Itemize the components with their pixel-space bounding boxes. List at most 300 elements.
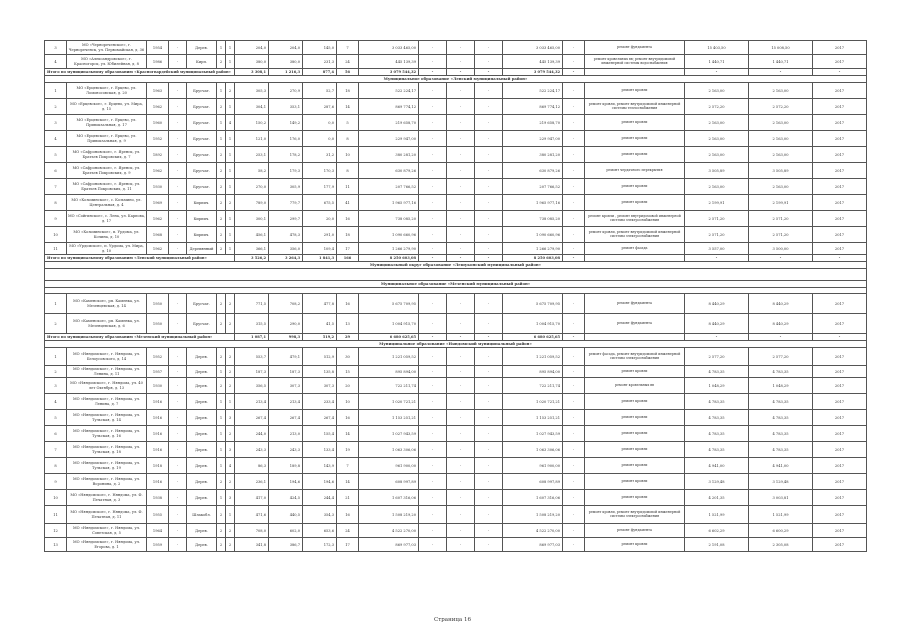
max-unit-cost: 3 505,89 bbox=[749, 163, 813, 179]
repair-type: ремонт кровли , ремонт внутридомовой инженерной системы электроснабжения bbox=[585, 211, 685, 227]
fund-local: - bbox=[475, 524, 503, 538]
total-repair-type bbox=[585, 255, 685, 262]
area-living: 386,7 bbox=[269, 538, 303, 552]
house-address: МО «Александровское», г. Красногорск, ул. Юбилейная, д. 8 bbox=[67, 55, 147, 69]
total-unit-cost: - bbox=[685, 255, 749, 262]
house-address: МО «Козьминское», п. Урдома, ул. Кочина, д. 10 bbox=[67, 227, 147, 243]
max-unit-cost: 2 577,20 bbox=[749, 348, 813, 366]
row-number: 3 bbox=[45, 41, 67, 55]
fund-owners: 522 224,17 bbox=[503, 83, 563, 99]
table-row bbox=[45, 55, 867, 69]
build-year: 1918 bbox=[147, 458, 169, 474]
repair-type: ремонт кровли bbox=[585, 131, 685, 147]
repair-cost: 1 004 915,70 bbox=[359, 314, 419, 334]
fund-regional: - bbox=[447, 41, 475, 55]
fund-other: - bbox=[563, 211, 585, 227]
fund-owners: 738 085,20 bbox=[503, 211, 563, 227]
max-unit-cost: 2 199,91 bbox=[749, 195, 813, 211]
fund-owners: 895 894,00 bbox=[503, 366, 563, 378]
entrances-count: 1 bbox=[226, 211, 235, 227]
area-living: 213,0 bbox=[269, 426, 303, 442]
entrances-count: 1 bbox=[226, 394, 235, 410]
row-number: 3 bbox=[45, 378, 67, 394]
build-year: 1962 bbox=[147, 243, 169, 255]
entrances-count: 1 bbox=[226, 131, 235, 147]
entrances-count: 3 bbox=[226, 490, 235, 506]
residents-count: 14 bbox=[337, 474, 359, 490]
end-year: 2017 bbox=[813, 378, 867, 394]
repair-type: ремонт кровли bbox=[585, 179, 685, 195]
area-living: 305,9 bbox=[269, 179, 303, 195]
fund-regional: - bbox=[447, 506, 475, 524]
fund-federal: - bbox=[419, 394, 447, 410]
area-living: 478,3 bbox=[269, 227, 303, 243]
unit-cost: 4 941,00 bbox=[685, 458, 749, 474]
unit-cost: 4 783,35 bbox=[685, 366, 749, 378]
row-number: 5 bbox=[45, 147, 67, 163]
unit-cost: 2 571,20 bbox=[685, 227, 749, 243]
floors-count: 1 bbox=[217, 115, 226, 131]
section-title: Муниципальное образование «Няндомский муниципальный район» bbox=[45, 341, 867, 348]
fund-federal: - bbox=[419, 41, 447, 55]
unit-cost: 4 783,35 bbox=[685, 442, 749, 458]
repair-cost: 895 894,00 bbox=[359, 366, 419, 378]
fund-other: - bbox=[563, 442, 585, 458]
table-row bbox=[45, 506, 867, 524]
repair-type: ремонт кровли bbox=[585, 426, 685, 442]
fund-owners: 1 090 660,96 bbox=[503, 227, 563, 243]
area-total: 771,5 bbox=[235, 294, 269, 314]
total-row bbox=[45, 334, 867, 341]
fund-other: - bbox=[563, 131, 585, 147]
fund-regional: - bbox=[447, 163, 475, 179]
fund-other: - bbox=[563, 524, 585, 538]
total-cost: 8 250 603,08 bbox=[359, 255, 419, 262]
table-row bbox=[45, 147, 867, 163]
fund-regional: - bbox=[447, 474, 475, 490]
end-year: 2017 bbox=[813, 524, 867, 538]
fund-regional: - bbox=[447, 55, 475, 69]
entrances-count: 2 bbox=[226, 294, 235, 314]
area-residents: 20,0 bbox=[303, 211, 337, 227]
house-address: МО «Козьминское», с. Козьмино, ул. Центральная, д. 4 bbox=[67, 195, 147, 211]
floors-count: 2 bbox=[217, 163, 226, 179]
area-living: 602,0 bbox=[269, 524, 303, 538]
fund-other: - bbox=[563, 55, 585, 69]
max-unit-cost: 6 600,29 bbox=[749, 524, 813, 538]
total-fund-other: - bbox=[563, 69, 585, 76]
total-fund-owners: 3 079 544,32 bbox=[503, 69, 563, 76]
fund-federal: - bbox=[419, 243, 447, 255]
residents-count: 30 bbox=[337, 348, 359, 366]
area-residents: 135,8 bbox=[303, 366, 337, 378]
repair-type: ремонт фасада bbox=[585, 243, 685, 255]
area-total: 150,2 bbox=[235, 115, 269, 131]
fund-local: - bbox=[475, 458, 503, 474]
build-year: 1960 bbox=[147, 115, 169, 131]
section-title: Муниципальное образование «Ленский муниципальный район» bbox=[45, 76, 867, 83]
house-address: МО «Ерцевское», г. Ерцево, ул. Ломоносовская, д. 20 bbox=[67, 83, 147, 99]
build-year: 1986 bbox=[147, 55, 169, 69]
total-area-living: 1 216,3 bbox=[269, 69, 303, 76]
residents-count: 20 bbox=[337, 378, 359, 394]
area-living: 307,3 bbox=[269, 378, 303, 394]
house-address: МО «Няндомское», г. Няндома, ул. Ф. Печатная, д. 3 bbox=[67, 490, 147, 506]
fund-other: - bbox=[563, 378, 585, 394]
row-number: 7 bbox=[45, 442, 67, 458]
unit-cost: 2 199,91 bbox=[685, 195, 749, 211]
build-year: 1930 bbox=[147, 179, 169, 195]
entrances-count: 2 bbox=[226, 314, 235, 334]
max-unit-cost: 1 521,99 bbox=[749, 506, 813, 524]
entrances-count: 1 bbox=[226, 227, 235, 243]
wall-material: Дерев. bbox=[187, 538, 217, 552]
wall-material: Брусчат. bbox=[187, 314, 217, 334]
area-total: 236,1 bbox=[235, 474, 269, 490]
residents-count: 5 bbox=[337, 115, 359, 131]
max-unit-cost: 15 008,50 bbox=[749, 41, 813, 55]
row-number: 8 bbox=[45, 195, 67, 211]
total-fund-regional: - bbox=[447, 334, 475, 341]
wall-material: Брусчат. bbox=[187, 179, 217, 195]
total-fund-other: - bbox=[563, 334, 585, 341]
build-year: 1962 bbox=[147, 163, 169, 179]
repair-cost: 869 774,12 bbox=[359, 99, 419, 115]
end-year: 2017 bbox=[813, 348, 867, 366]
residents-count: 24 bbox=[337, 524, 359, 538]
row-number: 6 bbox=[45, 163, 67, 179]
table-row bbox=[45, 314, 867, 334]
residents-count: 16 bbox=[337, 506, 359, 524]
total-row bbox=[45, 255, 867, 262]
reconstruction-year: - bbox=[169, 294, 187, 314]
reconstruction-year: - bbox=[169, 227, 187, 243]
row-number: 12 bbox=[45, 524, 67, 538]
section-title: Муниципальное образование «Мезенский муниципальный район» bbox=[45, 281, 867, 288]
fund-other: - bbox=[563, 147, 585, 163]
unit-cost: 1 440,71 bbox=[685, 55, 749, 69]
fund-other: - bbox=[563, 294, 585, 314]
entrances-count: 4 bbox=[226, 458, 235, 474]
repair-type: ремонт кровли, ремонт внутридомовой инженерной системы электроснабжения bbox=[585, 506, 685, 524]
wall-material: Дерев. bbox=[187, 366, 217, 378]
reconstruction-year: - bbox=[169, 426, 187, 442]
fund-local: - bbox=[475, 179, 503, 195]
repair-cost: 1 266 279,90 bbox=[359, 243, 419, 255]
unit-cost: 2 163,00 bbox=[685, 147, 749, 163]
fund-local: - bbox=[475, 131, 503, 147]
fund-regional: - bbox=[447, 243, 475, 255]
unit-cost: 6 602,29 bbox=[685, 524, 749, 538]
total-area-living: 3 264,3 bbox=[269, 255, 303, 262]
wall-material: Брусчат. bbox=[187, 163, 217, 179]
row-number: 2 bbox=[45, 314, 67, 334]
reconstruction-year: - bbox=[169, 55, 187, 69]
row-number: 3 bbox=[45, 115, 67, 131]
fund-federal: - bbox=[419, 211, 447, 227]
fund-federal: - bbox=[419, 442, 447, 458]
area-living: 270,9 bbox=[269, 83, 303, 99]
fund-federal: - bbox=[419, 474, 447, 490]
total-fund-local: - bbox=[475, 69, 503, 76]
total-fund-federal: - bbox=[419, 255, 447, 262]
fund-other: - bbox=[563, 348, 585, 366]
reconstruction-year: - bbox=[169, 83, 187, 99]
unit-cost: 8 440,29 bbox=[685, 294, 749, 314]
area-residents: 143,9 bbox=[303, 458, 337, 474]
reconstruction-year: - bbox=[169, 366, 187, 378]
residents-count: 17 bbox=[337, 538, 359, 552]
page-number: Страница 16 bbox=[434, 617, 471, 623]
area-residents: 653,6 bbox=[303, 524, 337, 538]
house-address: МО «Няндомское», г. Няндома, ул. Тульская, д. 16 bbox=[67, 426, 147, 442]
max-unit-cost: 4 783,35 bbox=[749, 442, 813, 458]
reconstruction-year: - bbox=[169, 378, 187, 394]
end-year: 2017 bbox=[813, 394, 867, 410]
fund-federal: - bbox=[419, 348, 447, 366]
table-row bbox=[45, 41, 867, 55]
entrances-count: 1 bbox=[226, 243, 235, 255]
wall-material: Кирпич. bbox=[187, 227, 217, 243]
row-number: 9 bbox=[45, 211, 67, 227]
total-area-total: 3 308,1 bbox=[235, 69, 269, 76]
repair-type: ремонт кровли bbox=[585, 394, 685, 410]
max-unit-cost: 2 572,20 bbox=[749, 99, 813, 115]
end-year: 2017 bbox=[813, 227, 867, 243]
fund-federal: - bbox=[419, 195, 447, 211]
table-row bbox=[45, 227, 867, 243]
row-number: 13 bbox=[45, 538, 67, 552]
unit-cost: 3 505,89 bbox=[685, 163, 749, 179]
fund-regional: - bbox=[447, 115, 475, 131]
repair-cost: 630 879,26 bbox=[359, 163, 419, 179]
row-number: 5 bbox=[45, 410, 67, 426]
fund-owners: 869 774,12 bbox=[503, 99, 563, 115]
area-living: 176,0 bbox=[269, 131, 303, 147]
fund-owners: 1 027 943,59 bbox=[503, 426, 563, 442]
register-body bbox=[45, 41, 867, 552]
fund-owners: 3 033 465,00 bbox=[503, 41, 563, 55]
fund-regional: - bbox=[447, 524, 475, 538]
fund-local: - bbox=[475, 394, 503, 410]
area-living: 779,7 bbox=[269, 195, 303, 211]
residents-count: 15 bbox=[337, 366, 359, 378]
wall-material: Кирпич. bbox=[187, 211, 217, 227]
area-total: 300,1 bbox=[235, 211, 269, 227]
residents-count: 19 bbox=[337, 442, 359, 458]
fund-federal: - bbox=[419, 99, 447, 115]
fund-owners: 1 153 251,21 bbox=[503, 410, 563, 426]
row-number: 6 bbox=[45, 426, 67, 442]
wall-material: Брусчат. bbox=[187, 147, 217, 163]
fund-regional: - bbox=[447, 227, 475, 243]
fund-owners: 1 266 279,90 bbox=[503, 243, 563, 255]
total-row bbox=[45, 69, 867, 76]
total-end-year: - bbox=[813, 255, 867, 262]
section-header-row bbox=[45, 341, 867, 348]
wall-material: Дерев. bbox=[187, 458, 217, 474]
entrances-count: 2 bbox=[226, 83, 235, 99]
house-address: МО «Ерцевское», г. Ерцево, ул. Привокзальная, д. 9 bbox=[67, 131, 147, 147]
area-total: 315,5 bbox=[235, 314, 269, 334]
area-residents: 0,0 bbox=[303, 131, 337, 147]
area-total: 456,1 bbox=[235, 227, 269, 243]
unit-cost: 15 403,50 bbox=[685, 41, 749, 55]
floors-count: 2 bbox=[217, 179, 226, 195]
total-fund-other: - bbox=[563, 255, 585, 262]
repair-cost: 229 947,00 bbox=[359, 131, 419, 147]
total-fund-regional: - bbox=[447, 69, 475, 76]
end-year: 2017 bbox=[813, 179, 867, 195]
table-row bbox=[45, 442, 867, 458]
reconstruction-year: - bbox=[169, 195, 187, 211]
max-unit-cost: 8 440,29 bbox=[749, 314, 813, 334]
fund-owners: 1 020 721,21 bbox=[503, 394, 563, 410]
floors-count: 2 bbox=[217, 227, 226, 243]
fund-other: - bbox=[563, 195, 585, 211]
residents-count: 8 bbox=[337, 163, 359, 179]
table-row bbox=[45, 211, 867, 227]
fund-regional: - bbox=[447, 366, 475, 378]
area-total: 213,4 bbox=[235, 394, 269, 410]
floors-count: 1 bbox=[217, 83, 226, 99]
fund-federal: - bbox=[419, 524, 447, 538]
fund-federal: - bbox=[419, 131, 447, 147]
fund-regional: - bbox=[447, 410, 475, 426]
end-year: 2017 bbox=[813, 195, 867, 211]
total-area-residents: 519,2 bbox=[303, 334, 337, 341]
repair-cost: 738 085,20 bbox=[359, 211, 419, 227]
table-row bbox=[45, 348, 867, 366]
house-address: МО «Няндомское», г. Няндома, ул. 40 лет Октября, д. 13 bbox=[67, 378, 147, 394]
fund-other: - bbox=[563, 490, 585, 506]
house-address: МО «Ерцевское», г. Ерцево, ул. Мира, д. 15 bbox=[67, 99, 147, 115]
build-year: 1892 bbox=[147, 147, 169, 163]
area-total: 304,1 bbox=[235, 99, 269, 115]
wall-material: Дерев. bbox=[187, 442, 217, 458]
repair-cost: 1 221 059,52 bbox=[359, 348, 419, 366]
area-living: 424,5 bbox=[269, 490, 303, 506]
fund-other: - bbox=[563, 366, 585, 378]
repair-type: ремонт кровли bbox=[585, 195, 685, 211]
fund-other: - bbox=[563, 227, 585, 243]
build-year: 1962 bbox=[147, 99, 169, 115]
fund-regional: - bbox=[447, 348, 475, 366]
fund-regional: - bbox=[447, 99, 475, 115]
area-residents: 145,0 bbox=[303, 41, 337, 55]
wall-material: Деревянный bbox=[187, 243, 217, 255]
wall-material: Шлакобл. bbox=[187, 506, 217, 524]
area-residents: 52,7 bbox=[303, 83, 337, 99]
fund-regional: - bbox=[447, 538, 475, 552]
floors-count: 1 bbox=[217, 426, 226, 442]
house-address: МО «Няндомское», г. Няндома, ул. Тульская, д. 19 bbox=[67, 458, 147, 474]
reconstruction-year: - bbox=[169, 506, 187, 524]
fund-owners: 1 607 316,06 bbox=[503, 490, 563, 506]
residents-count: 8 bbox=[337, 131, 359, 147]
end-year: 2017 bbox=[813, 426, 867, 442]
area-total: 417,0 bbox=[235, 490, 269, 506]
unit-cost: 2 163,00 bbox=[685, 131, 749, 147]
residents-count: 16 bbox=[337, 211, 359, 227]
residents-count: 21 bbox=[337, 490, 359, 506]
unit-cost: 4 783,35 bbox=[685, 410, 749, 426]
wall-material: Брусчат. bbox=[187, 83, 217, 99]
entrances-count: 2 bbox=[226, 195, 235, 211]
fund-owners: 380 281,20 bbox=[503, 147, 563, 163]
wall-material: Дерев. bbox=[187, 426, 217, 442]
house-address: МО «Няндомское», г. Няндома, ул. Тульская, д. 14 bbox=[67, 410, 147, 426]
floors-count: 2 bbox=[217, 294, 226, 314]
repair-type: ремонт кровли bbox=[585, 115, 685, 131]
reconstruction-year: - bbox=[169, 243, 187, 255]
repair-cost: 522 224,17 bbox=[359, 83, 419, 99]
total-cost: 3 079 544,32 bbox=[359, 69, 419, 76]
area-total: 270,0 bbox=[235, 179, 269, 195]
build-year: 1930 bbox=[147, 378, 169, 394]
fund-federal: - bbox=[419, 163, 447, 179]
floors-count: 1 bbox=[217, 442, 226, 458]
fund-federal: - bbox=[419, 83, 447, 99]
area-residents: 231,3 bbox=[303, 55, 337, 69]
fund-local: - bbox=[475, 442, 503, 458]
fund-local: - bbox=[475, 314, 503, 334]
fund-regional: - bbox=[447, 458, 475, 474]
wall-material: Брусчат. bbox=[187, 115, 217, 131]
residents-count: 13 bbox=[337, 314, 359, 334]
area-living: 440,5 bbox=[269, 506, 303, 524]
end-year: 2017 bbox=[813, 147, 867, 163]
reconstruction-year: - bbox=[169, 314, 187, 334]
fund-owners: 630 879,26 bbox=[503, 163, 563, 179]
row-number: 1 bbox=[45, 348, 67, 366]
wall-material: Дерев. bbox=[187, 378, 217, 394]
floors-count: 2 bbox=[217, 348, 226, 366]
reconstruction-year: - bbox=[169, 394, 187, 410]
fund-owners: 869 977,03 bbox=[503, 538, 563, 552]
fund-owners: 1 221 059,52 bbox=[503, 348, 563, 366]
wall-material: Дерев. bbox=[187, 410, 217, 426]
area-living: 356,0 bbox=[269, 243, 303, 255]
housing-repair-register-table bbox=[44, 40, 867, 552]
entrances-count: 1 bbox=[226, 99, 235, 115]
fund-regional: - bbox=[447, 179, 475, 195]
total-unit-cost: - bbox=[685, 69, 749, 76]
max-unit-cost: 3 129,48 bbox=[749, 474, 813, 490]
fund-local: - bbox=[475, 506, 503, 524]
end-year: 2017 bbox=[813, 294, 867, 314]
house-address: МО «Няндомское», г. Няндома, ул. Воронина, д. 2 bbox=[67, 474, 147, 490]
area-living: 380,0 bbox=[269, 55, 303, 69]
table-row bbox=[45, 83, 867, 99]
max-unit-cost: 2 163,00 bbox=[749, 83, 813, 99]
area-residents: 354,3 bbox=[303, 506, 337, 524]
max-unit-cost: 3 500,00 bbox=[749, 243, 813, 255]
wall-material: Дерев. bbox=[187, 490, 217, 506]
entrances-count: 4 bbox=[226, 115, 235, 131]
area-living: 194,6 bbox=[269, 474, 303, 490]
fund-federal: - bbox=[419, 294, 447, 314]
total-repair-type bbox=[585, 69, 685, 76]
house-address: МО «Каменское», рп. Каменка, ул. Мезенцевская, д. 14 bbox=[67, 294, 147, 314]
fund-federal: - bbox=[419, 179, 447, 195]
unit-cost: 2 163,00 bbox=[685, 179, 749, 195]
wall-material: Дерев. bbox=[187, 41, 217, 55]
repair-type: ремонт кровли bbox=[585, 147, 685, 163]
residents-count: 11 bbox=[337, 179, 359, 195]
repair-type: ремонт кровли bbox=[585, 490, 685, 506]
fund-federal: - bbox=[419, 378, 447, 394]
